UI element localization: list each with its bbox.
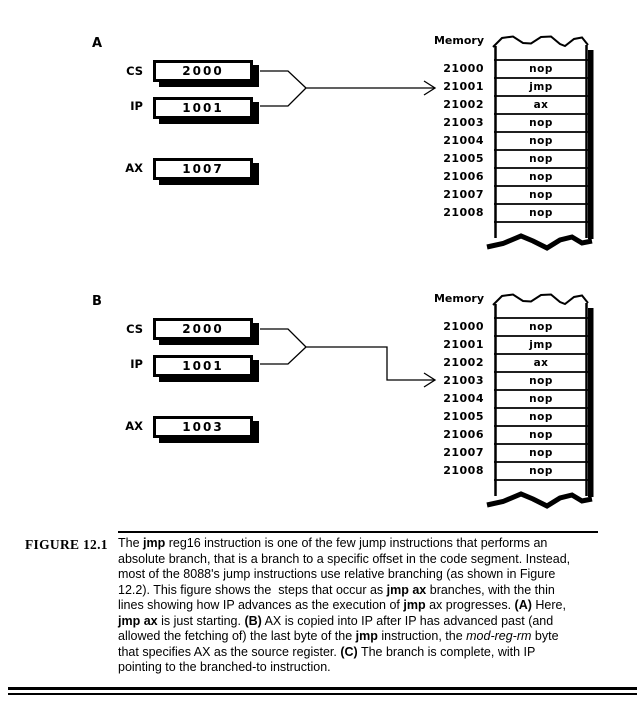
memory-address: 21000 <box>443 320 484 333</box>
memory-address: 21001 <box>443 338 484 351</box>
memory-cell: nop <box>529 63 553 75</box>
bottom-double-rule <box>8 687 637 695</box>
register-ip-box <box>153 97 253 119</box>
memory-address: 21002 <box>443 98 484 111</box>
memory-cell: ax <box>533 357 549 369</box>
register-cs-value: 2000 <box>182 322 224 336</box>
register-cs-value: 2000 <box>182 64 224 78</box>
register-ip-value: 1001 <box>182 101 224 115</box>
register-ax-label: AX <box>125 161 143 175</box>
memory-cell: nop <box>529 429 553 441</box>
memory-cell: nop <box>529 447 553 459</box>
caption-line: most of the 8088's jump instructions use relative branching (as shown in Figure <box>118 567 556 581</box>
caption-line: lines showing how IP advances as the execution of jmp ax progresses. (A) Here, <box>118 598 566 612</box>
memory-cell: jmp <box>529 81 553 93</box>
memory-address: 21003 <box>443 116 484 129</box>
memory-shadow <box>588 50 594 239</box>
torn-edge-top <box>493 295 588 306</box>
register-ip-box <box>153 355 253 377</box>
memory-cell: nop <box>529 411 553 423</box>
register-ip-label: IP <box>130 99 143 113</box>
caption-line: absolute branch, that is a branch to a specific offset in the code segment. Instead, <box>118 551 571 566</box>
memory-cell: nop <box>529 171 553 183</box>
caption-line: allowed the fetching of) the last byte of the jmp instruction, the mod-reg-rm byte <box>118 629 559 643</box>
figure-caption-text <box>118 536 638 676</box>
memory-cell: nop <box>529 393 553 405</box>
memory-address: 21001 <box>443 80 484 93</box>
memory-cell: nop <box>529 207 553 219</box>
torn-edge-top <box>493 37 588 48</box>
caption-line: The jmp reg16 instruction is one of the few jump instructions that performs an <box>118 536 548 550</box>
caption-line: pointing to the branched-to instruction. <box>118 660 331 674</box>
memory-title: Memory <box>433 34 484 47</box>
caption-top-rule <box>118 531 598 533</box>
figure-label: FIGURE 12.1 <box>25 537 108 552</box>
panel-a <box>0 0 644 256</box>
memory-cell: nop <box>529 117 553 129</box>
caption-line: 12.2). This figure shows the steps that occur as jmp ax branches, with the thin <box>118 582 555 597</box>
register-cs-label: CS <box>126 322 143 336</box>
memory-address: 21008 <box>443 464 484 477</box>
memory-title: Memory <box>433 292 484 305</box>
torn-edge-bottom <box>487 236 592 248</box>
memory-cell: nop <box>529 135 553 147</box>
memory-address: 21002 <box>443 356 484 369</box>
panel-a-label: A <box>92 36 103 51</box>
panel-b-label: B <box>92 294 102 309</box>
memory-address: 21006 <box>443 170 484 183</box>
memory-address: 21003 <box>443 374 484 387</box>
register-ip-value: 1001 <box>182 359 224 373</box>
register-cs-label: CS <box>126 64 143 78</box>
memory-address: 21005 <box>443 410 484 423</box>
memory-shadow <box>588 308 594 497</box>
caption-line: that specifies AX as the source register. (C) The branch is complete, with IP <box>118 644 536 659</box>
memory-cell: nop <box>529 189 553 201</box>
memory-address: 21007 <box>443 188 484 201</box>
memory-cell: nop <box>529 321 553 333</box>
register-ax-box <box>153 416 253 438</box>
memory-address: 21000 <box>443 62 484 75</box>
memory-address: 21004 <box>443 392 484 405</box>
torn-edge-bottom <box>487 494 592 506</box>
caption-line: jmp ax is just starting. (B) AX is copied into IP after IP has advanced past (and <box>118 613 554 628</box>
memory-cell: jmp <box>529 339 553 351</box>
memory-address: 21008 <box>443 206 484 219</box>
memory-address: 21006 <box>443 428 484 441</box>
register-ax-value: 1003 <box>182 420 224 434</box>
register-ip-label: IP <box>130 357 143 371</box>
panel-b <box>0 258 644 514</box>
memory-cell: nop <box>529 153 553 165</box>
register-cs-box <box>153 318 253 340</box>
memory-address: 21007 <box>443 446 484 459</box>
register-ax-box <box>153 158 253 180</box>
memory-cell: ax <box>533 99 549 111</box>
memory-cell: nop <box>529 465 553 477</box>
memory-cell: nop <box>529 375 553 387</box>
memory-address: 21004 <box>443 134 484 147</box>
memory-address: 21005 <box>443 152 484 165</box>
register-ax-label: AX <box>125 419 143 433</box>
register-ax-value: 1007 <box>182 162 224 176</box>
register-cs-box <box>153 60 253 82</box>
